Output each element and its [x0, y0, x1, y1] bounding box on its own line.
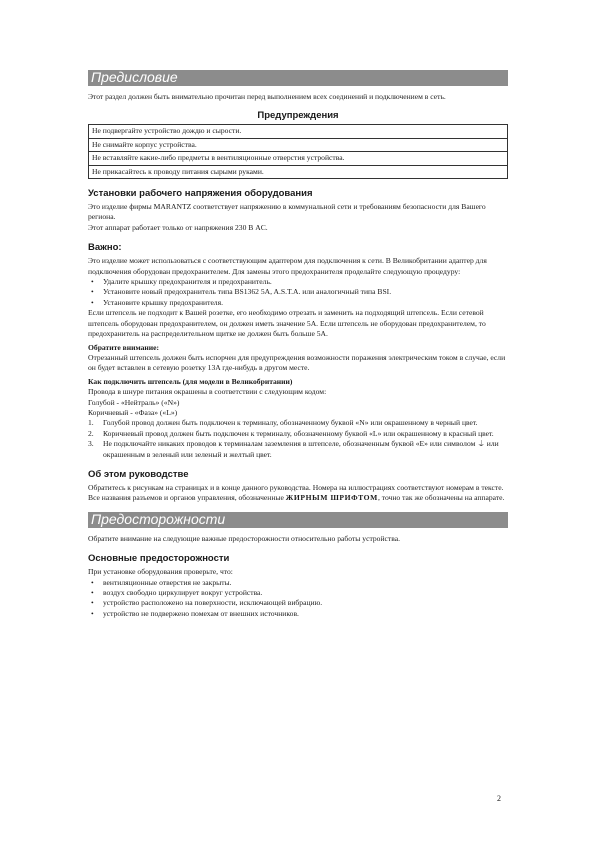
list-item: • Установите крышку предохранителя.	[103, 298, 508, 308]
important-text: Это изделие может использоваться с соответствующим адаптером для подключения к сети. В Великобритании адаптер для подключения оборудован предохранителем. Для замены этого предохранителя проделайте следующую процедуру:	[88, 256, 487, 276]
voltage-text: Это изделие фирмы MARANTZ соответствует напряжению в коммунальной сети и требованиям безопасности для Вашего региона.	[88, 202, 486, 222]
warning-item: Не подвергайте устройство дождю и сырости.	[89, 125, 507, 138]
basic-precautions-text: При установке оборудования проверьте, что:	[88, 567, 233, 577]
fuse-steps-list	[88, 277, 508, 308]
connect-text: Провода в шнуре питания окрашены в соответствии с следующим кодом:	[88, 387, 327, 397]
section-header-preface: Предисловие	[88, 70, 508, 86]
connect-heading: Как подключить штепсель (для модели в Великобритании)	[88, 376, 293, 386]
warning-item: Не снимайте корпус устройства.	[89, 139, 507, 152]
list-item: • вентиляционные отверстия не закрыты.	[103, 578, 508, 588]
warning-item: Не вставляйте какие-либо предметы в вентиляционные отверстия устройства.	[89, 152, 507, 165]
preface-intro: Этот раздел должен быть внимательно прочитан перед выполнением всех соединений и подключением в сеть.	[88, 92, 446, 101]
important-heading: Важно:	[88, 242, 122, 254]
warnings-box	[88, 124, 508, 179]
voltage-heading: Установки рабочего напряжения оборудования	[88, 188, 313, 200]
list-item: • устройство не подвержено помехам от внешних источников.	[103, 609, 508, 619]
manual-text: Обратитесь к рисункам на страницах и в конце данного руководства. Номера на иллюстрациях соответствуют номерам в тексте. Все названия разъемов и органов управления, обозначенные ЖИРНЫМ ШРИФТОМ, точно так же обозначены на аппарате.	[88, 482, 505, 503]
wiring-steps-list	[88, 418, 508, 460]
list-item: 1. Голубой провод должен быть подключен к терминалу, обозначенному буквой «N» или окрашенному в черный цвет.	[88, 418, 478, 428]
plug-text: Если штепсель не подходит к Вашей розетке, его необходимо отрезать и заменить на подходящий штепсель. Если сетевой штепсель оборудован предохранителем, он должен иметь значение 5A. Если штепсель не оборудован предохранителем, то предохранитель на распределительном щитке не должен быть больше 5A.	[88, 308, 486, 339]
basic-precautions-heading: Основные предосторожности	[88, 553, 230, 565]
page-content	[88, 70, 508, 619]
manual-heading: Об этом руководстве	[88, 468, 189, 480]
note-heading: Обратите внимание:	[88, 342, 160, 352]
list-item: • воздух свободно циркулирует вокруг устройства.	[103, 588, 508, 598]
voltage-text-2: Этот аппарат работает только от напряжения 230 В AC.	[88, 222, 268, 232]
list-item: • Установите новый предохранитель типа BS1362 5A, A.S.T.A. или аналогичный типа BSI.	[103, 287, 508, 297]
list-item: 2. Коричневый провод должен быть подключен к терминалу, обозначенному буквой «L» или окрашенному в красный цвет.	[88, 428, 494, 438]
wire-brown: Коричневый - «Фаза» («L»)	[88, 407, 178, 417]
warnings-title: Предупреждения	[257, 110, 339, 122]
list-item: • Удалите крышку предохранителя и предохранитель.	[103, 277, 508, 287]
list-item: 3. Не подключайте никаких проводов к терминалам заземления в штепселе, обозначенным буквой «E» или символом ⏚ или окрашенным в зеленый или зеленый и желтый цвет.	[88, 439, 499, 459]
wire-blue: Голубой - «Нейтраль» («N»)	[88, 397, 180, 407]
list-item: • устройство расположено на поверхности, исключающей вибрацию.	[103, 598, 508, 608]
bold-font-term: ЖИРНЫМ ШРИФТОМ	[285, 493, 378, 503]
precautions-intro: Обратите внимание на следующие важные предосторожности относительно работы устройства.	[88, 533, 400, 543]
warning-item: Не прикасайтесь к проводу питания сырыми руками.	[92, 166, 264, 176]
page-number: 2	[497, 794, 501, 803]
note-text: Отрезанный штепсель должен быть испорчен для предупреждения возможности поражения электрическим током в случае, если он будет вставлен в сетевую розетку 13A где-нибудь в другом месте.	[88, 352, 506, 373]
section-header-precautions: Предосторожности	[88, 512, 508, 528]
basic-precautions-list	[88, 578, 508, 620]
